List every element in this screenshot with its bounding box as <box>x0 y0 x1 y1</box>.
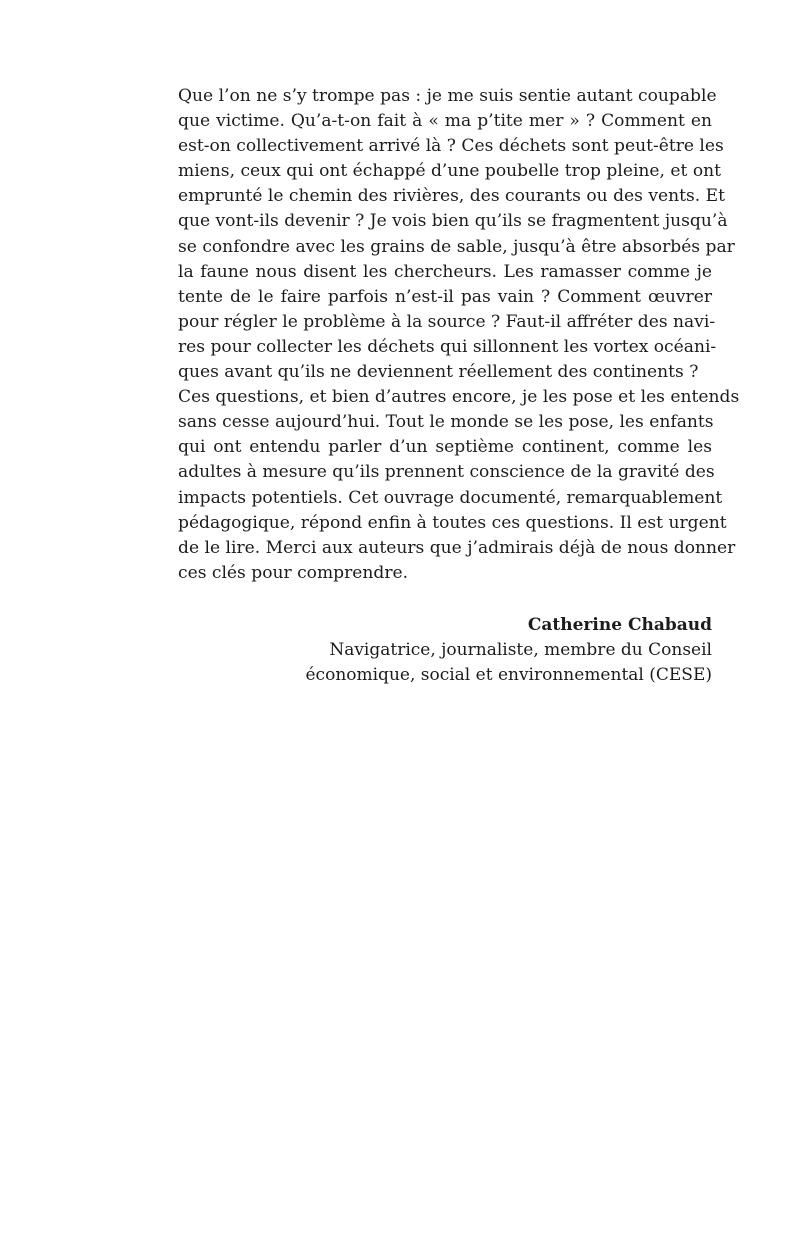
body-line: adultes à mesure qu’ils prennent conscience de la gravité des <box>178 462 715 483</box>
page <box>178 84 740 688</box>
body-line: ces clés pour comprendre. <box>178 562 409 583</box>
body-line: se confondre avec les grains de sable, jusqu’à être absorbés par <box>178 236 735 257</box>
body-line: ques avant qu’ils ne deviennent réellement des continents ? <box>178 362 699 383</box>
body-line: pour régler le problème à la source ? Faut-il affréter des navi- <box>178 311 716 332</box>
body-line: emprunté le chemin des rivières, des courants ou des vents. Et <box>178 186 725 207</box>
body-line: sans cesse aujourd’hui. Tout le monde se les pose, les enfants <box>178 412 714 433</box>
body-line: tente de le faire parfois n’est-il pas vain ? Comment œuvrer <box>178 286 712 307</box>
body-line: impacts potentiels. Cet ouvrage documenté, remarquablement <box>178 487 723 508</box>
signature-block <box>178 613 712 688</box>
author-role-line: Navigatrice, journaliste, membre du Conseil <box>329 639 712 660</box>
body-line: Que l’on ne s’y trompe pas : je me suis sentie autant coupable <box>178 86 717 106</box>
body-line: que victime. Qu’a-t-on fait à « ma p’tite mer » ? Comment en <box>178 111 712 132</box>
body-line: res pour collecter les déchets qui sillonnent les vortex océani- <box>178 336 717 357</box>
body-line: Ces questions, et bien d’autres encore, je les pose et les entends <box>178 387 740 408</box>
body-line: miens, ceux qui ont échappé d’une poubelle trop pleine, et ont <box>178 161 722 182</box>
body-line: qui ont entendu parler d’un septième continent, comme les <box>178 437 712 458</box>
author-role-line: économique, social et environnemental (CESE) <box>305 664 712 685</box>
body-line: la faune nous disent les chercheurs. Les ramasser comme je <box>178 261 712 282</box>
body-line: est-on collectivement arrivé là ? Ces déchets sont peut-être les <box>178 136 724 157</box>
author-name: Catherine Chabaud <box>527 614 712 635</box>
body-line: de le lire. Merci aux auteurs que j’admirais déjà de nous donner <box>178 537 736 558</box>
body-paragraph <box>178 84 740 586</box>
body-line: que vont-ils devenir ? Je vois bien qu’ils se fragmentent jusqu’à <box>178 211 728 232</box>
body-line: pédagogique, répond enfin à toutes ces questions. Il est urgent <box>178 512 727 533</box>
